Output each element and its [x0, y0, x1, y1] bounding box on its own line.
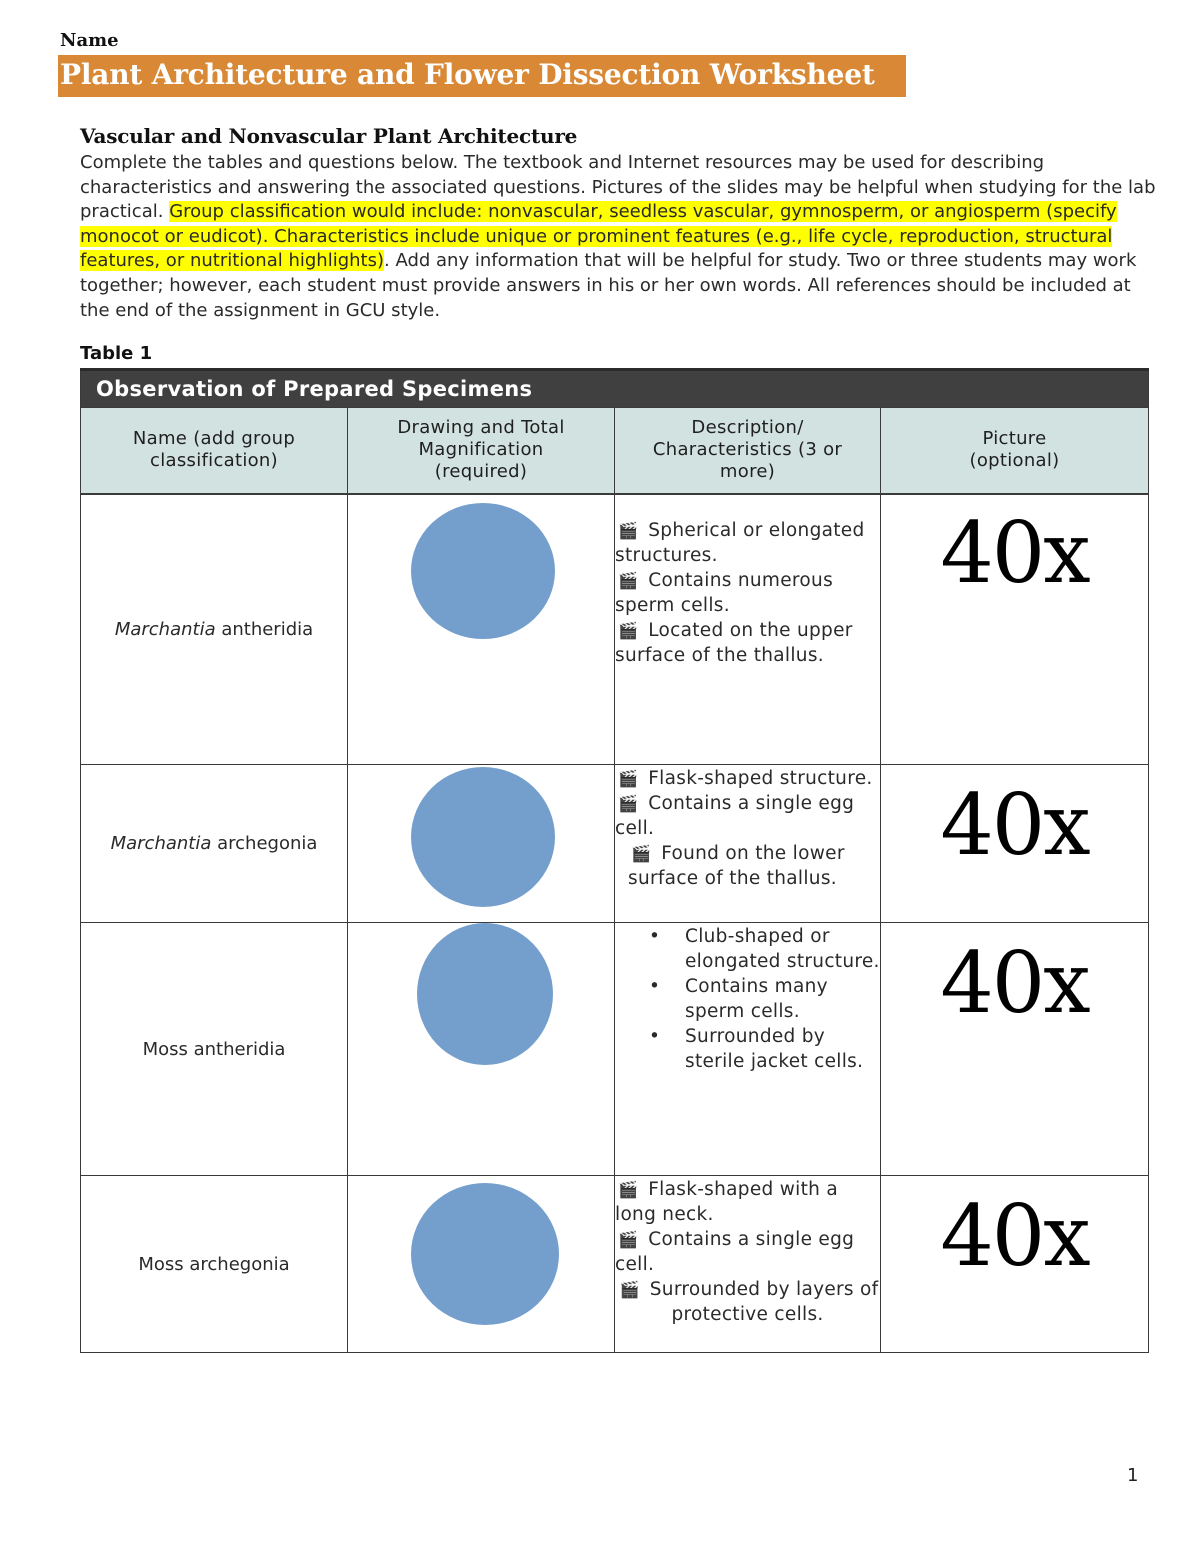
description-cell [615, 765, 881, 923]
picture-cell [881, 494, 1149, 765]
drawing-cell[interactable] [348, 494, 615, 765]
table-row [81, 923, 1149, 1176]
description-cell [615, 923, 881, 1176]
specimen-name: Moss antheridia [142, 1038, 286, 1060]
magnification-text: 40x [940, 776, 1089, 874]
intro-text-2: . Add any information that will be helpful for study. Two or three students may work together; however, each student must provide answers in his or her own words. All references should be included at the end of the assignment in GCU style. [80, 250, 1137, 321]
table-caption: Observation of Prepared Specimens [81, 370, 1149, 408]
specimen-name-cell [81, 494, 348, 765]
clapperboard-icon: 🎬 [618, 769, 639, 788]
table-row [81, 1176, 1149, 1353]
picture-cell [881, 765, 1149, 923]
table-label: Table 1 [80, 343, 153, 364]
description-item: • Contains many sperm cells. [685, 974, 880, 1024]
table-row [81, 494, 1149, 765]
drawing-circle [411, 767, 555, 907]
description-cell [615, 494, 881, 765]
drawing-cell[interactable] [348, 765, 615, 923]
intro-text-1: Complete the tables and questions below. The textbook and Internet resources may be used for describing characteristics and answering the associated questions. Pictures of the slides may be helpful when studying for the lab practical. [80, 152, 1156, 223]
description-item: 🎬 Located on the upper surface of the thallus. [615, 619, 853, 666]
worksheet-title-bar [58, 55, 906, 97]
description-item: • Surrounded by sterile jacket cells. [685, 1024, 880, 1074]
specimen-name: archegonia [211, 833, 318, 854]
clapperboard-icon: 🎬 [618, 620, 639, 640]
clapperboard-icon: 🎬 [618, 1230, 639, 1249]
description-bullet-list [615, 924, 880, 1074]
magnification-text: 40x [940, 934, 1089, 1032]
specimen-name-cell [81, 765, 348, 923]
drawing-circle [417, 923, 553, 1065]
description-item: 🎬 Found on the lower surface of the thallus. [628, 843, 845, 889]
drawing-circle [411, 503, 555, 639]
specimen-name: antheridia [215, 618, 314, 640]
description-cell [615, 1176, 881, 1353]
picture-cell [881, 1176, 1149, 1353]
intro-paragraph [80, 151, 1160, 323]
drawing-circle [411, 1183, 559, 1325]
description-item: 🎬 Contains a single egg cell. [615, 793, 855, 839]
intro-highlighted-text: Group classification would include: nonvascular, seedless vascular, gymnosperm, or angiosperm (specify monocot or eudicot). Characteristics include unique or prominent features (e.g., life cycle, reproduction, structural features, or nutritional highlights) [80, 201, 1117, 272]
clapperboard-icon: 🎬 [619, 1280, 640, 1299]
clapperboard-icon: 🎬 [618, 1180, 639, 1199]
header-name: Name (add group classification) [81, 408, 348, 494]
page-number: 1 [1127, 1465, 1139, 1486]
header-picture: Picture (optional) [881, 408, 1149, 494]
drawing-cell[interactable] [348, 1176, 615, 1353]
table-row [81, 765, 1149, 923]
description-item: 🎬 Contains numerous sperm cells. [615, 569, 834, 616]
specimen-name-cell [81, 1176, 348, 1353]
description-item: 🎬 Surrounded by layers of protective cells. [619, 1279, 879, 1325]
magnification-text: 40x [940, 503, 1089, 602]
description-item: • Club-shaped or elongated structure. [685, 924, 880, 974]
description-item: 🎬 Flask-shaped with a long neck. [615, 1179, 838, 1225]
description-item: 🎬 Contains a single egg cell. [615, 1229, 855, 1275]
description-item: 🎬 Flask-shaped structure. [618, 768, 873, 789]
table-caption-row [81, 370, 1149, 408]
specimen-name: Moss archegonia [138, 1253, 290, 1275]
section-heading: Vascular and Nonvascular Plant Architecture [80, 124, 578, 148]
specimen-genus: Marchantia [114, 618, 216, 640]
header-description: Description/ Characteristics (3 or more) [615, 408, 881, 494]
header-drawing: Drawing and Total Magnification (required) [348, 408, 615, 494]
description-item: 🎬 Spherical or elongated structures. [615, 519, 865, 566]
observation-table [80, 368, 1149, 1353]
picture-cell [881, 923, 1149, 1176]
specimen-name-cell [81, 923, 348, 1176]
name-label: Name [60, 30, 119, 51]
clapperboard-icon: 🎬 [618, 570, 639, 590]
worksheet-title: Plant Architecture and Flower Dissection Worksheet [60, 58, 875, 91]
drawing-cell[interactable] [348, 923, 615, 1176]
magnification-text: 40x [940, 1187, 1089, 1285]
table-header-row [81, 408, 1149, 494]
clapperboard-icon: 🎬 [618, 794, 639, 813]
clapperboard-icon: 🎬 [618, 520, 639, 540]
specimen-genus: Marchantia [110, 833, 212, 854]
clapperboard-icon: 🎬 [631, 844, 652, 863]
